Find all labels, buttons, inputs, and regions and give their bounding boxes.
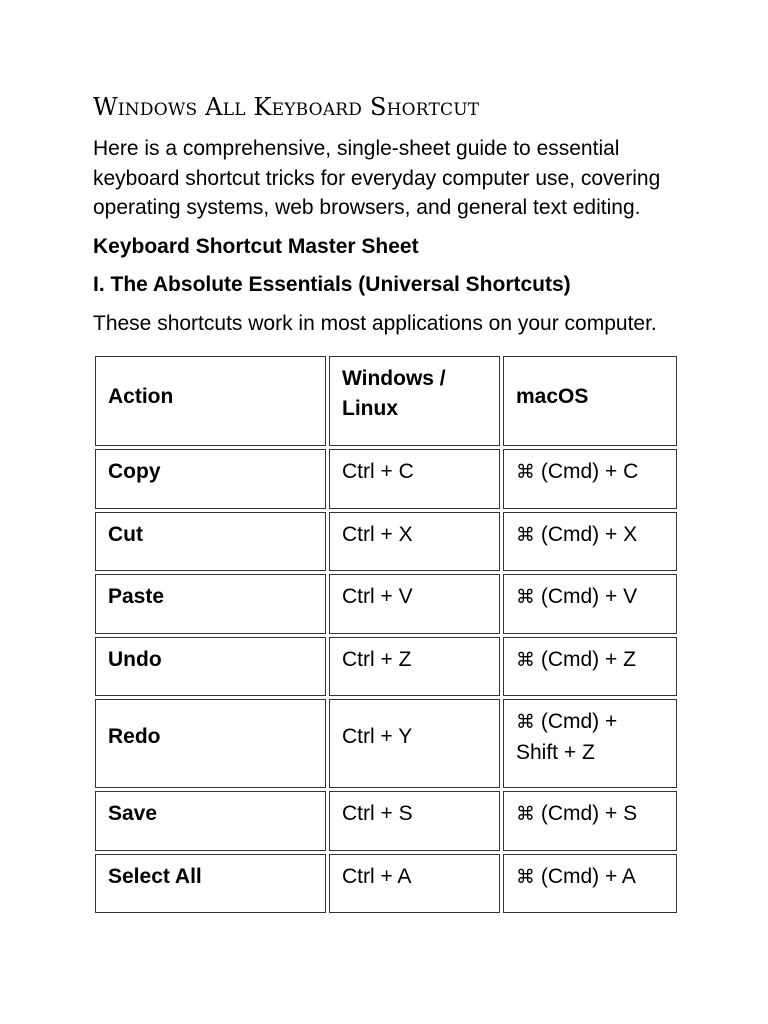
table-row (95, 449, 677, 509)
mac-shortcut-text: (Cmd) + S (535, 802, 638, 825)
sheet-heading: Keyboard Shortcut Master Sheet (93, 234, 419, 258)
command-key-icon: ⌘ (516, 711, 535, 733)
cell-windows: Ctrl + Z (329, 637, 500, 697)
cell-action: Copy (95, 449, 326, 509)
cell-windows: Ctrl + V (329, 574, 500, 634)
table-header-row (95, 356, 677, 446)
cell-action: Paste (95, 574, 326, 634)
cell-windows: Ctrl + S (329, 791, 500, 851)
mac-shortcut-text: (Cmd) + A (535, 864, 636, 888)
table-row (95, 512, 677, 572)
command-key-icon: ⌘ (516, 523, 535, 546)
mac-shortcut-text: (Cmd) + Shift + Z (516, 710, 618, 764)
mac-shortcut-text: (Cmd) + Z (535, 647, 636, 671)
table-row (95, 791, 677, 851)
cell-windows: Ctrl + Y (329, 699, 500, 788)
document-page (93, 90, 683, 916)
cell-macos (503, 449, 677, 509)
command-key-icon: ⌘ (516, 803, 535, 825)
section-intro: These shortcuts work in most applications on your computer. (93, 311, 657, 335)
section-heading: I. The Absolute Essentials (Universal Shortcuts) (93, 273, 571, 296)
cell-macos (503, 699, 677, 788)
table-row (95, 854, 677, 914)
command-key-icon: ⌘ (516, 586, 535, 608)
cell-windows: Ctrl + A (329, 854, 500, 914)
cell-macos (503, 791, 677, 851)
document-title: Windows All Keyboard Shortcut (93, 93, 480, 121)
shortcut-table (92, 353, 680, 916)
command-key-icon: ⌘ (516, 461, 535, 483)
header-action: Action (95, 356, 326, 446)
cell-action: Save (95, 791, 326, 851)
cell-windows: Ctrl + C (329, 449, 500, 509)
cell-action: Cut (95, 512, 326, 572)
mac-shortcut-text: (Cmd) + C (535, 460, 639, 483)
header-windows: Windows / Linux (329, 356, 500, 446)
cell-macos (503, 854, 677, 914)
cell-action: Select All (95, 854, 326, 914)
mac-shortcut-text: (Cmd) + V (535, 585, 638, 608)
command-key-icon: ⌘ (516, 865, 535, 888)
cell-action: Redo (95, 699, 326, 788)
cell-macos (503, 637, 677, 697)
command-key-icon: ⌘ (516, 648, 535, 671)
table-row (95, 699, 677, 788)
cell-macos (503, 574, 677, 634)
cell-action: Undo (95, 637, 326, 697)
cell-macos (503, 512, 677, 572)
table-row (95, 574, 677, 634)
table-row (95, 637, 677, 697)
mac-shortcut-text: (Cmd) + X (535, 522, 638, 546)
header-macos: macOS (503, 356, 677, 446)
intro-paragraph: Here is a comprehensive, single-sheet guide to essential keyboard shortcut tricks for everyday computer use, covering operating systems, web browsers, and general text editing. (93, 137, 661, 219)
cell-windows: Ctrl + X (329, 512, 500, 572)
